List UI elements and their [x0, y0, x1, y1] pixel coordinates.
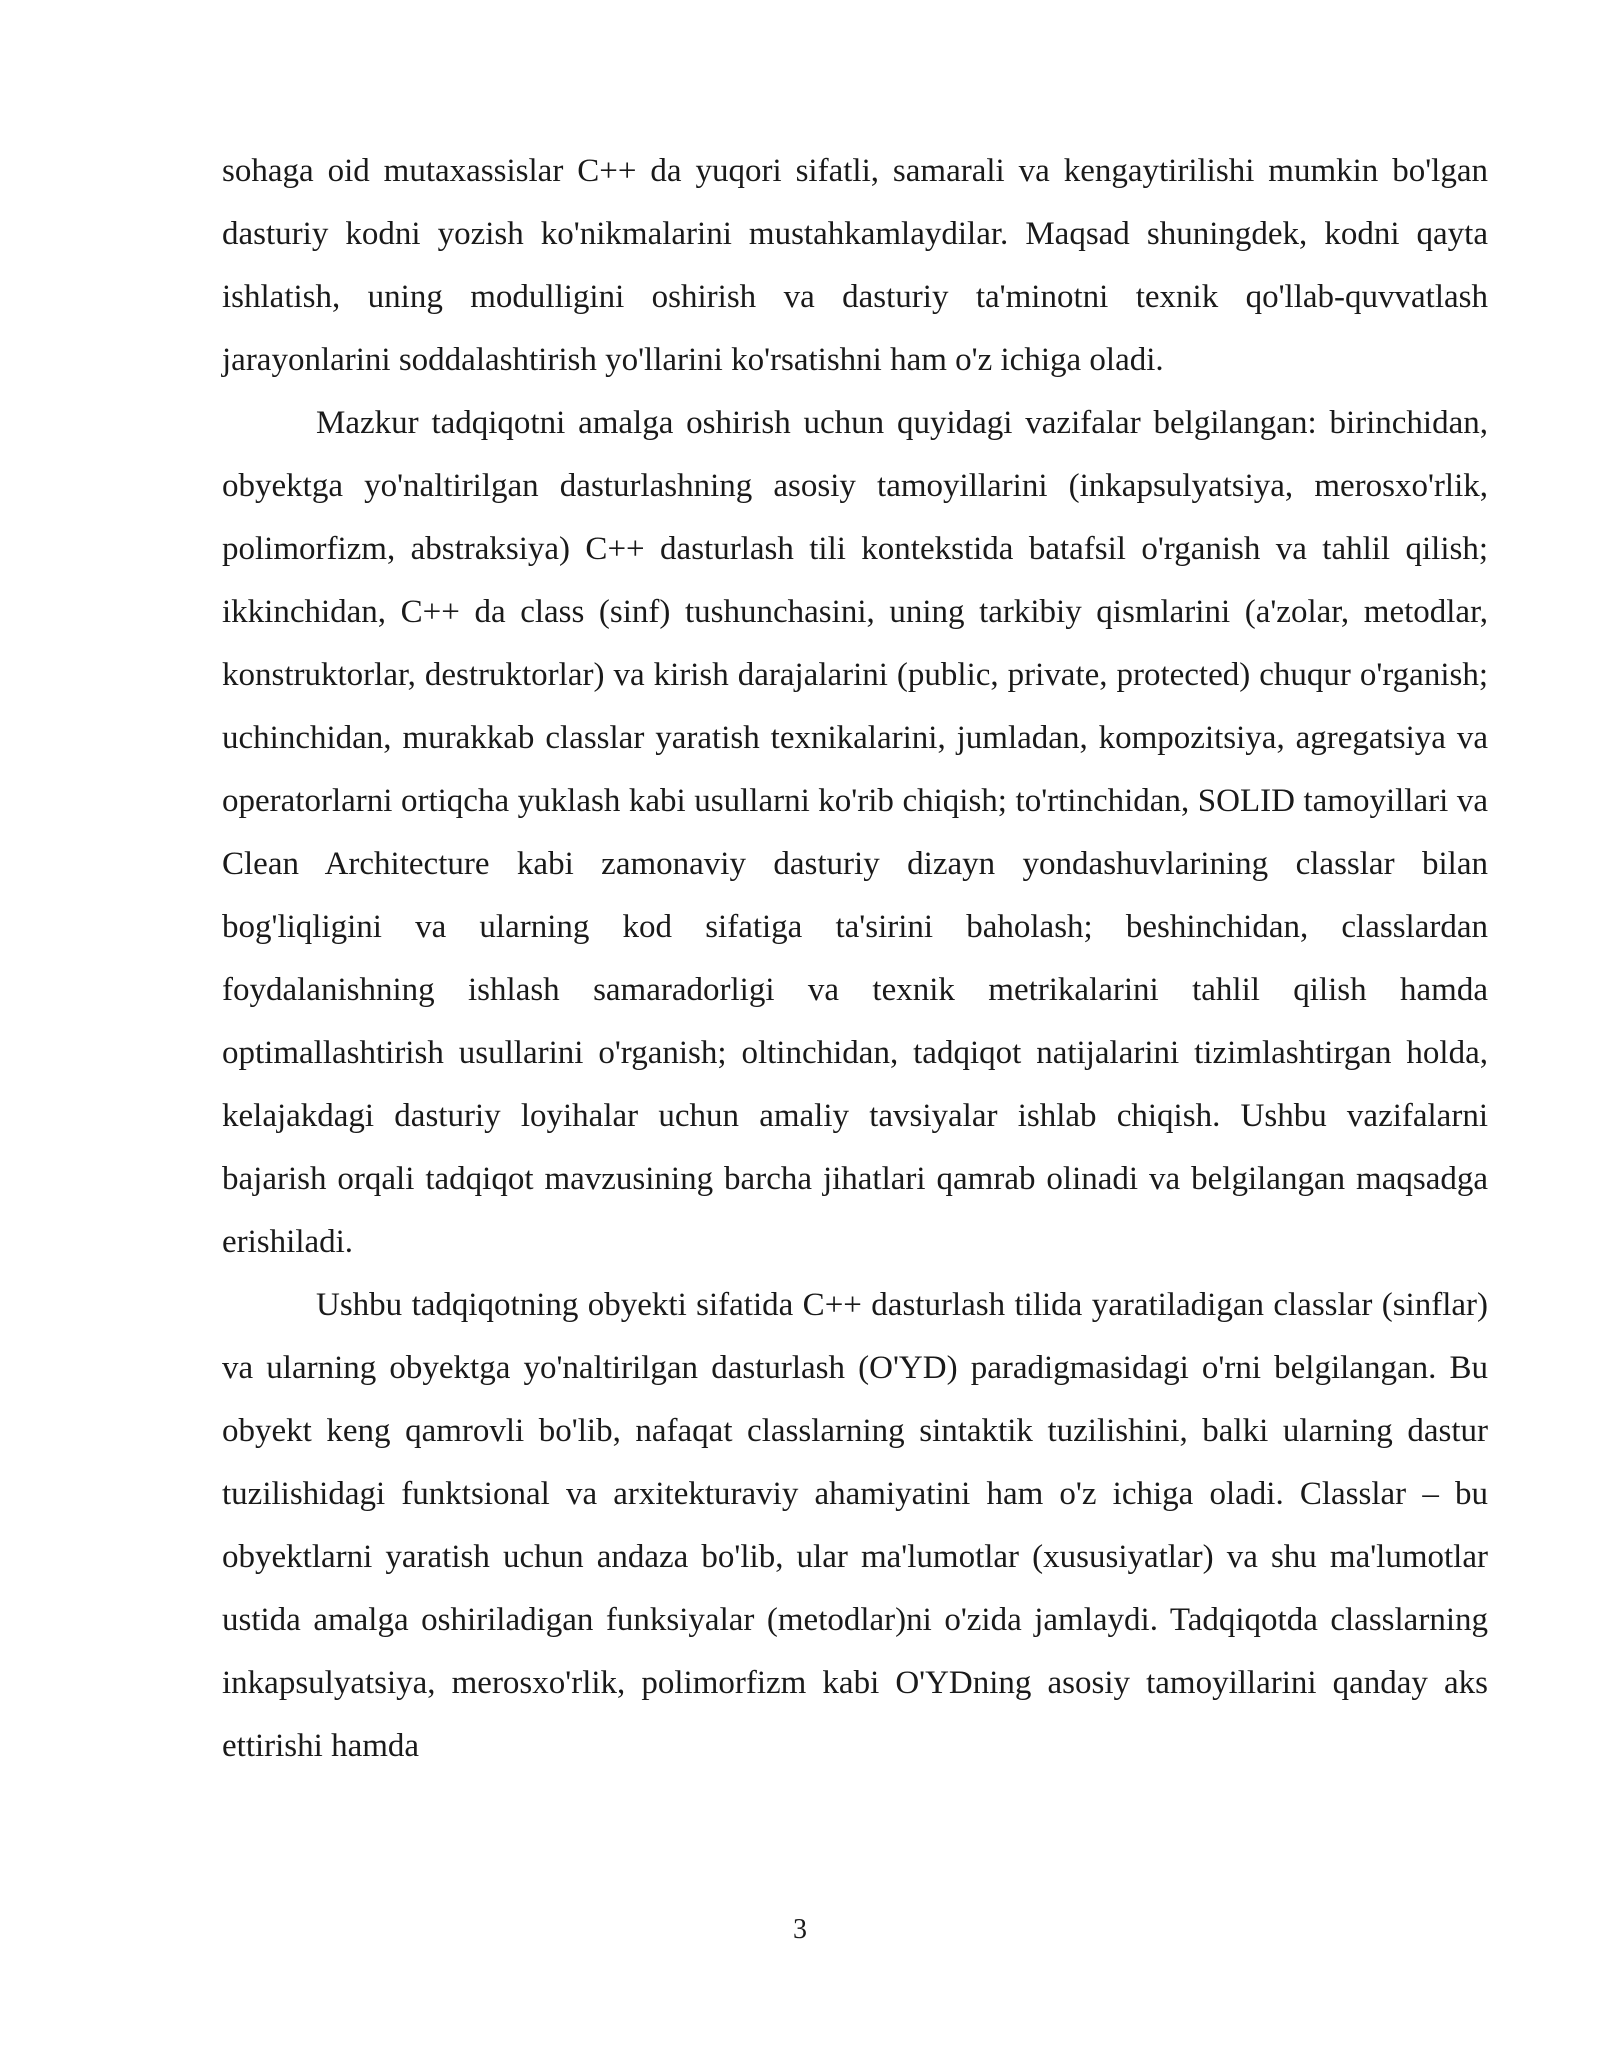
page-number: 3 — [793, 1914, 807, 1945]
paragraph-tasks: Mazkur tadqiqotni amalga oshirish uchun quyidagi vazifalar belgilangan: birinchidan, obyektga yo'naltirilgan dasturlashning asosiy tamoyillarini (inkapsulyatsiya, merosxo'rlik, polimorfizm, abstraksiya) C++ dasturlash tili kontekstida batafsil o'rganish va tahlil qilish; ikkinchidan, C++ da class (sinf) tushunchasini, uning tarkibiy qismlarini (a'zolar, metodlar, konstruktorlar, destruktorlar) va kirish darajalarini (public, private, protected) chuqur o'rganish; uchinchidan, murakkab classlar yaratish texnikalarini, jumladan, kompozitsiya, agregatsiya va operatorlarni ortiqcha yuklash kabi usullarni ko'rib chiqish; to'rtinchidan, SOLID tamoyillari va Clean Architecture kabi zamonaviy dasturiy dizayn yondashuvlarining classlar bilan bog'liqligini va ularning kod sifatiga ta'sirini baholash; beshinchidan, classlardan foydalanishning ishlash samaradorligi va texnik metrikalarini tahlil qilish hamda optimallashtirish usullarini o'rganish; oltinchidan, tadqiqot natijalarini tizimlashtirgan holda, kelajakdagi dasturiy loyihalar uchun amaliy tavsiyalar ishlab chiqish. Ushbu vazifalarni bajarish orqali tadqiqot mavzusining barcha jihatlari qamrab olinadi va belgilangan maqsadga erishiladi. — [222, 405, 1488, 1260]
paragraph-research-object: Ushbu tadqiqotning obyekti sifatida C++ dasturlash tilida yaratiladigan classlar (sinflar) va ularning obyektga yo'naltirilgan dasturlash (O'YD) paradigmasidagi o'rni belgilangan. Bu obyekt keng qamrovli bo'lib, nafaqat classlarning sintaktik tuzilishini, balki ularning dastur tuzilishidagi funktsional va arxitekturaviy ahamiyatini ham o'z ichiga oladi. Classlar – bu obyektlarni yaratish uchun andaza bo'lib, ular ma'lumotlar (xususiyatlar) va shu ma'lumotlar ustida amalga oshiriladigan funksiyalar (metodlar)ni o'zida jamlaydi. Tadqiqotda classlarning inkapsulyatsiya, merosxo'rlik, polimorfizm kabi O'YDning asosiy tamoyillarini qanday aks ettirishi hamda — [222, 1287, 1488, 1764]
paragraph-continuation: sohaga oid mutaxassislar C++ da yuqori sifatli, samarali va kengaytirilishi mumkin bo'lgan dasturiy kodni yozish ko'nikmalarini mustahkamlaydilar. Maqsad shuningdek, kodni qayta ishlatish, uning modulligini oshirish va dasturiy ta'minotni texnik qo'llab-quvvatlash jarayonlarini soddalashtirish yo'llarini ko'rsatishni ham o'z ichiga oladi. — [222, 153, 1488, 378]
body-text — [222, 140, 1488, 1778]
